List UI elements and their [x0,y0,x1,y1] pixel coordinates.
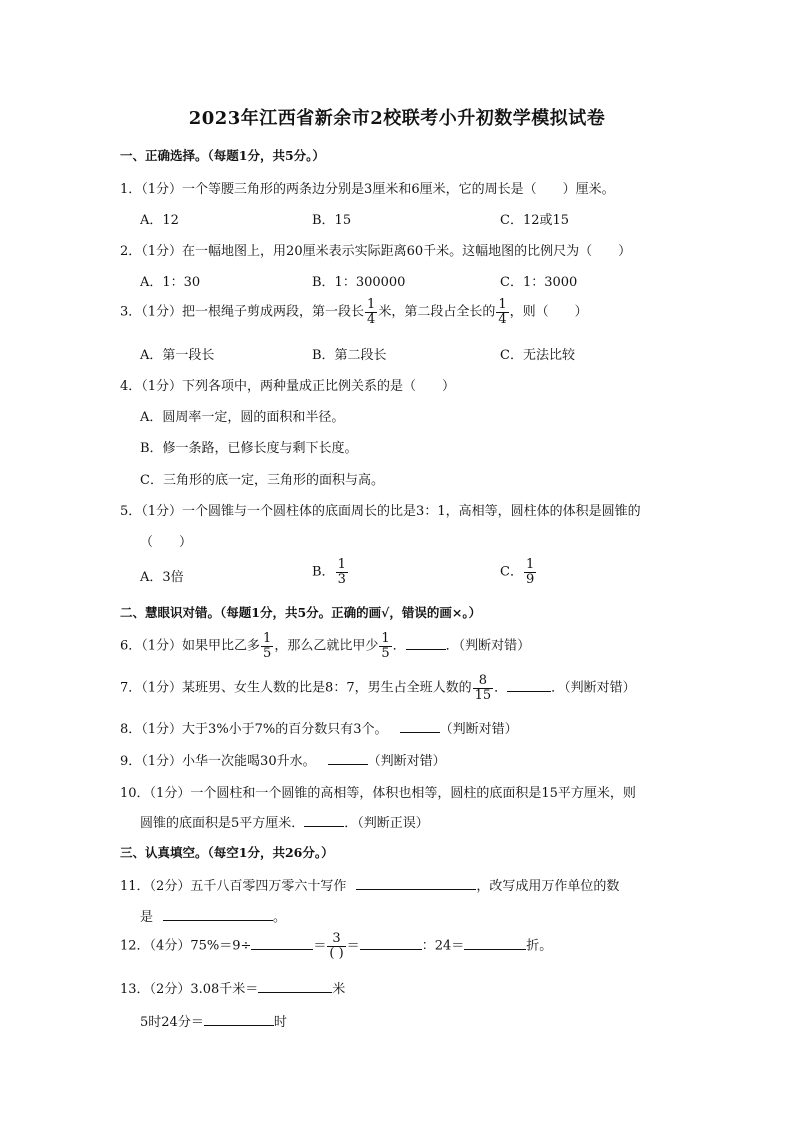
fraction-one-third [336,558,348,586]
answer-blank[interactable] [304,814,344,827]
fraction-numerator: 3 [327,932,345,947]
section-2-heading: 二、慧眼识对错。（每题1分，共5分。正确的画√，错误的画×。） [120,605,482,620]
question-4: 4．（1分）下列各项中，两种量成正比例关系的是（ ） [120,379,456,394]
question-6 [120,632,530,660]
fraction-denominator: 15 [474,687,492,703]
answer-blank[interactable] [328,752,368,765]
fraction-numerator: 1 [367,297,376,312]
question-10: 10．（1分）一个圆柱和一个圆锥的高相等，体积也相等，圆柱的底面积是15平方厘米，则 [120,786,636,801]
q12-equals: ＝ [346,938,360,954]
q2-option-b: B．1：300000 [312,275,406,290]
question-8 [120,718,518,737]
question-5: 5．（1分）一个圆锥与一个圆柱体的底面周长的比是3：1，高相等，圆柱体的体积是圆锥的 [120,504,641,519]
section-1-heading: 一、正确选择。（每题1分，共5分。） [120,148,325,163]
q13-continuation [140,1011,287,1030]
question-9 [120,750,446,769]
q10-text: 圆锥的底面积是5平方厘米． [140,816,305,831]
q6-text-2: ，那么乙就比甲少 [274,638,379,654]
fraction-denominator: 4 [498,311,507,327]
q13-text-4: 时 [273,1015,287,1030]
answer-blank[interactable] [163,908,273,921]
q6-text-3: ． [392,638,406,654]
fraction-numerator: 1 [498,297,507,312]
question-7 [120,674,636,702]
question-2: 2．（1分）在一幅地图上，用20厘米表示实际距离60千米。这幅地图的比例尺为（ ） [120,244,632,259]
q3-text-1: 3．（1分）把一根绳子剪成两段，第一段长 [120,304,365,320]
fraction-one-quarter [496,298,508,326]
answer-blank[interactable] [258,980,332,993]
q12-text-3: 折。 [526,938,553,954]
question-13 [120,978,345,997]
q3-text-2: 米，第二段占全长的 [378,304,496,320]
q8-suffix: （判断对错） [439,722,518,737]
fraction-denominator: 5 [381,645,390,661]
q11-text-4: 。 [273,910,287,925]
q5-option-a: A．3倍 [140,570,184,585]
fraction-one-fifth [261,632,273,660]
fraction-one-fifth [379,632,391,660]
q12-text-1: 12．（4分）75%＝9÷ [120,938,252,954]
q4-option-b: B．修一条路，已修长度与剩下长度。 [140,441,358,456]
q11-text-3: 是 [140,910,154,925]
q11-text-1: 11．（2分）五千八百零四万零六十写作 [120,879,347,894]
fraction-numerator: 1 [263,631,272,646]
q3-option-c: C．无法比较 [500,348,575,363]
fraction-denominator: 4 [367,311,376,327]
fraction-one-quarter [365,298,377,326]
q11-continuation [140,906,286,925]
q13-text-3: 5时24分＝ [140,1015,204,1030]
fraction-denominator: 5 [263,645,272,661]
answer-blank[interactable] [406,637,446,650]
answer-blank[interactable] [400,720,440,733]
fraction-numerator: 8 [473,674,494,689]
question-11 [120,875,619,894]
q1-option-a: A．12 [140,213,179,228]
q4-option-c: C．三角形的底一定，三角形的面积与高。 [140,473,384,488]
q2-option-c: C．1：3000 [500,275,578,290]
q7-text-1: 7．（1分）某班男、女生人数的比是8：7，男生占全班人数的 [120,680,472,696]
fraction-numerator: 1 [381,631,390,646]
q12-equals: ＝ [313,938,327,954]
answer-blank[interactable] [464,937,526,950]
answer-blank[interactable] [507,679,551,692]
page-title: 2023年江西省新余市2校联考小升初数学模拟试卷 [188,108,606,129]
answer-blank[interactable] [251,937,313,950]
q5-option-b [312,558,349,586]
question-1: 1．（1分）一个等腰三角形的两条边分别是3厘米和6厘米，它的周长是（ ）厘米。 [120,182,615,197]
fraction-numerator: 1 [525,557,535,572]
answer-blank[interactable] [360,937,422,950]
fraction-denominator: 3 [337,571,346,587]
q11-text-2: ，改写成用万作单位的数 [476,879,620,894]
q10-suffix: ．（判断正误） [344,816,429,831]
fraction-denominator: ( ) [329,945,344,961]
fraction-eight-fifteenths [473,674,494,702]
q5-option-c [500,558,537,586]
q4-option-a: A．圆周率一定，圆的面积和半径。 [140,410,345,425]
q10-continuation [140,812,429,831]
question-12 [120,932,552,960]
q3-option-b: B．第二段长 [312,348,387,363]
option-letter: B． [312,564,335,580]
fraction-numerator: 1 [337,557,346,572]
q1-option-b: B．15 [312,213,352,228]
fraction-three-over-blank [327,932,345,960]
q6-text-1: 6．（1分）如果甲比乙多 [120,638,261,654]
answer-blank[interactable] [204,1013,274,1026]
option-letter: C． [500,564,523,580]
q6-text-4: ．（判断对错） [445,638,531,654]
q5-answer-bracket: （ ） [140,535,193,550]
q1-option-c: C．12或15 [500,213,570,228]
q8-text: 8．（1分）大于3%小于7%的百分数只有3个。 [120,722,388,737]
answer-blank[interactable] [356,877,476,890]
question-3 [120,298,588,326]
fraction-one-ninth [524,558,536,586]
q9-text: 9．（1分）小华一次能喝30升水。 [120,754,316,769]
q3-option-a: A．第一段长 [140,348,215,363]
section-3-heading: 三、认真填空。（每空1分，共26分。） [120,845,334,860]
q2-option-a: A．1：30 [140,275,201,290]
q13-text-1: 13．（2分）3.08千米＝ [120,982,259,997]
q13-text-2: 米 [332,982,346,997]
q9-suffix: （判断对错） [367,754,446,769]
q3-text-3: ，则（ ） [509,304,588,320]
fraction-denominator: 9 [525,571,535,587]
q7-text-2: ． [494,680,508,696]
q12-text-2: ：24＝ [421,938,465,954]
q7-text-3: ．（判断对错） [551,680,636,696]
